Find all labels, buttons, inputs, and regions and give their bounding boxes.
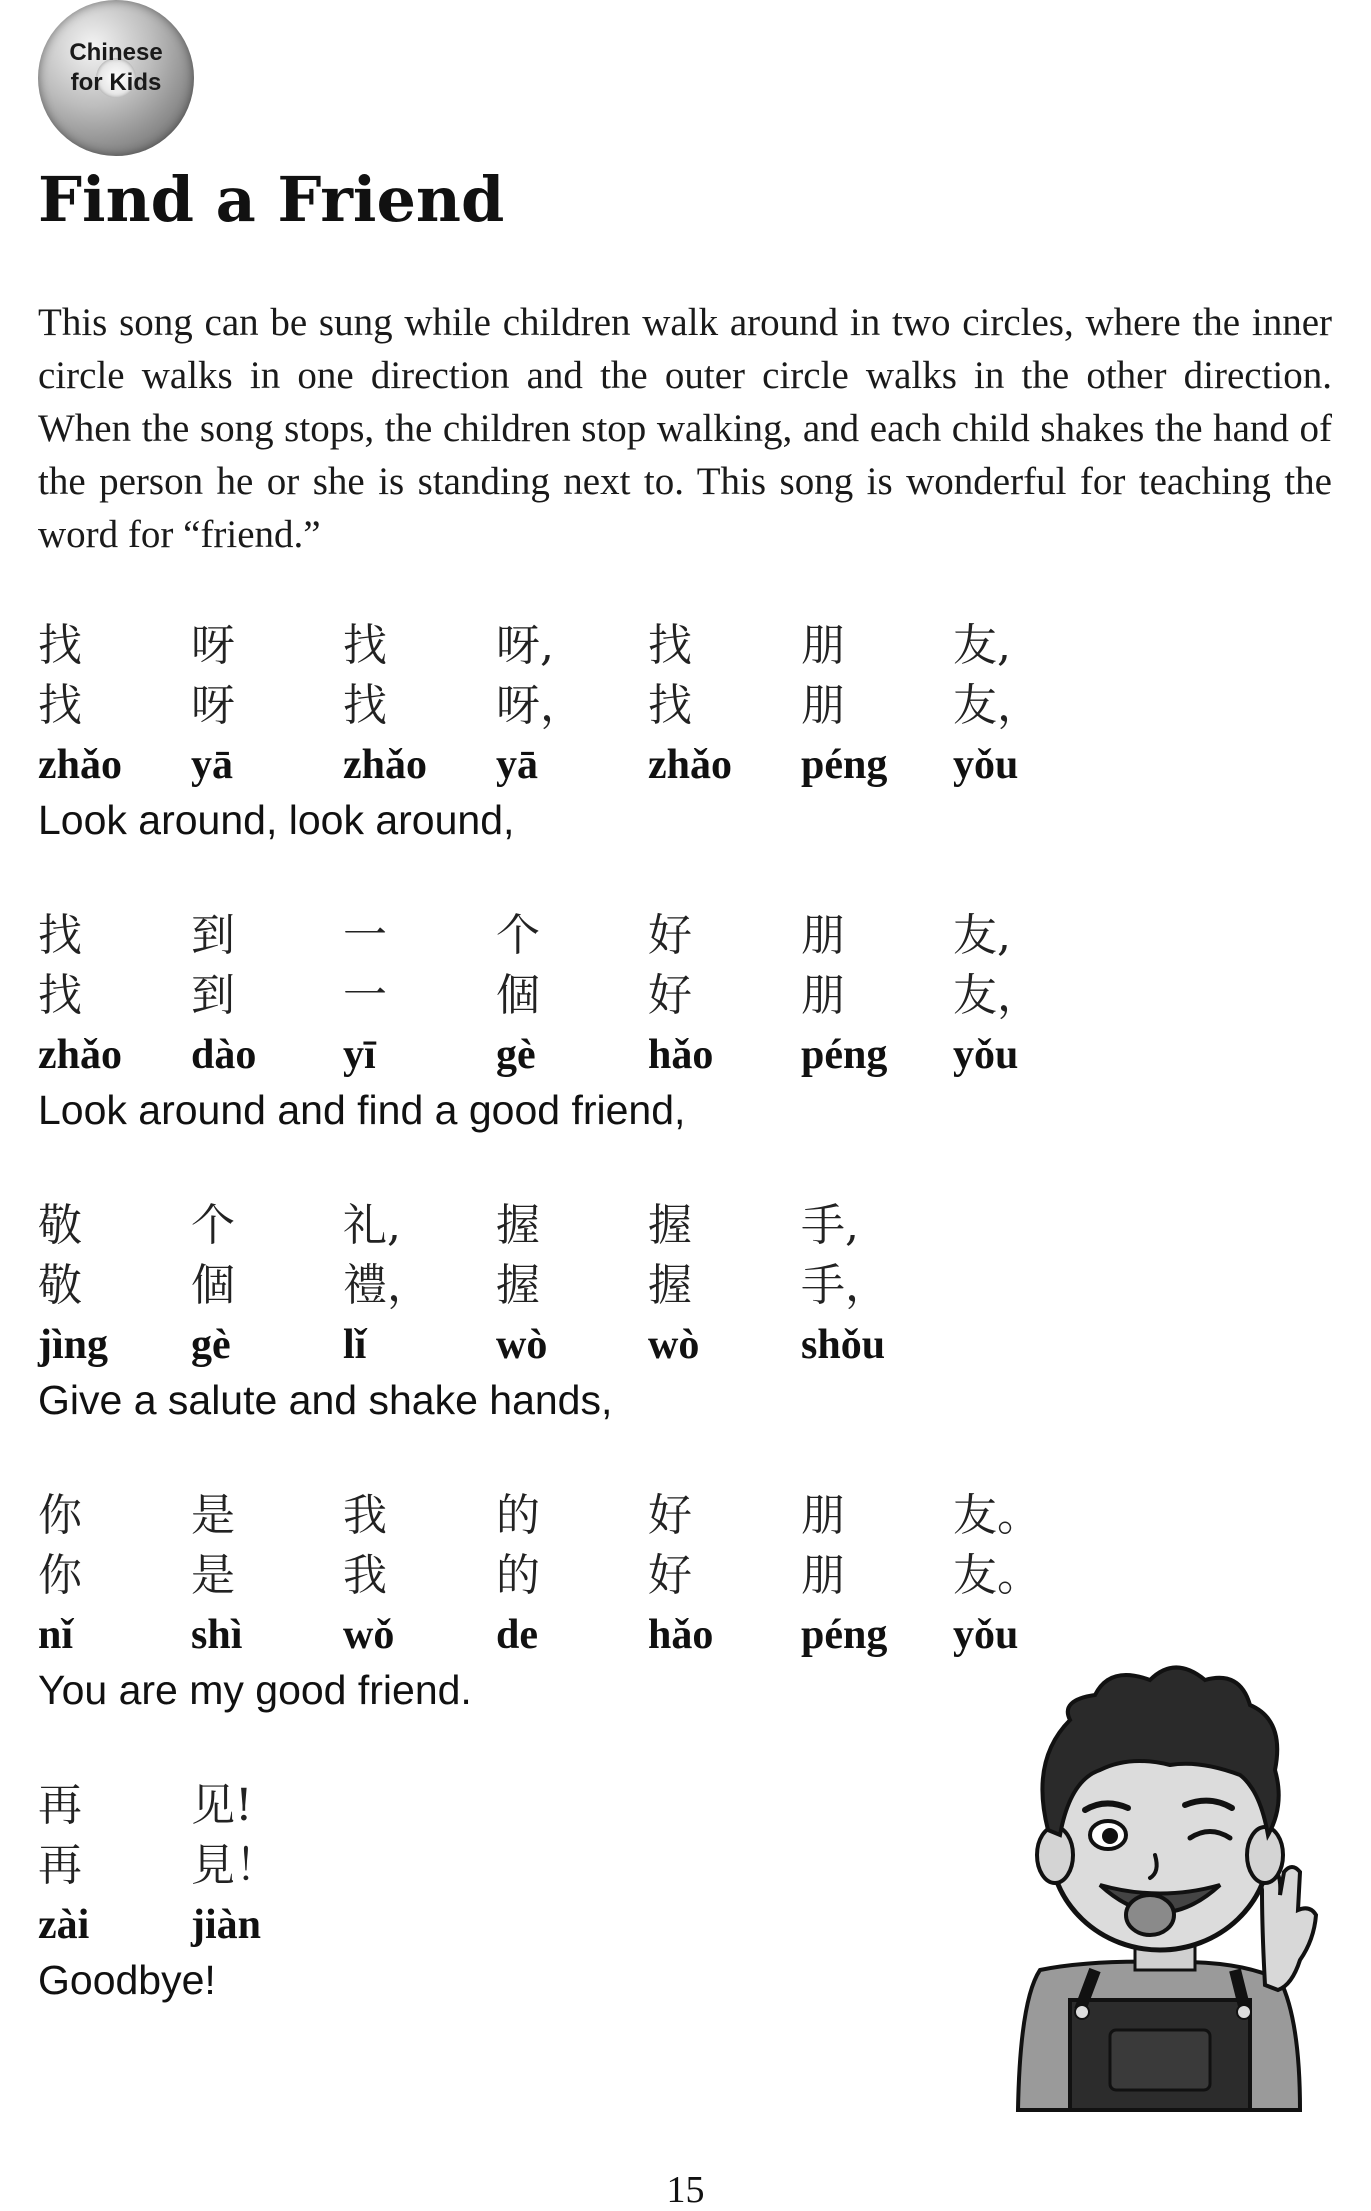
traditional-word: 你 — [38, 1550, 82, 1601]
traditional-word: 朋 — [801, 970, 845, 1021]
simplified-row — [38, 1486, 1098, 1546]
simplified-word: 你 — [38, 1490, 82, 1541]
pinyin-word: wò — [496, 1322, 548, 1368]
traditional-word: 再 — [38, 1840, 82, 1891]
traditional-word: 朋 — [801, 680, 845, 731]
traditional-word: 好 — [648, 1550, 692, 1601]
traditional-row — [38, 966, 1098, 1026]
pinyin-word: zhǎo — [38, 742, 122, 788]
pinyin-word: de — [496, 1612, 538, 1658]
pinyin-row — [38, 1316, 1098, 1374]
traditional-word: 我 — [343, 1550, 387, 1601]
simplified-row — [38, 1776, 1098, 1836]
simplified-word: 朋 — [801, 910, 845, 961]
traditional-row — [38, 1546, 1098, 1606]
stanza — [38, 1196, 1098, 1426]
pinyin-word: yā — [496, 742, 538, 788]
traditional-word: 找 — [648, 680, 692, 731]
simplified-word: 找 — [38, 620, 82, 671]
pinyin-word: nǐ — [38, 1612, 74, 1658]
pinyin-word: jìng — [38, 1322, 109, 1368]
traditional-word: 呀， — [496, 680, 584, 731]
pinyin-word: yǒu — [953, 1032, 1019, 1078]
pinyin-word: gè — [496, 1032, 536, 1078]
simplified-word: 好 — [648, 910, 692, 961]
english-translation — [38, 794, 1098, 846]
traditional-word: 握 — [648, 1260, 692, 1311]
badge-label — [38, 38, 194, 98]
pinyin-word: yī — [343, 1032, 376, 1078]
pinyin-word: péng — [801, 1612, 888, 1658]
english-translation — [38, 1084, 1098, 1136]
pinyin-word: jiàn — [191, 1902, 262, 1948]
english-line: Look around, look around, — [38, 797, 515, 843]
simplified-word: 朋 — [801, 620, 845, 671]
traditional-word: 的 — [496, 1550, 540, 1601]
simplified-word: 的 — [496, 1490, 540, 1541]
traditional-word: 呀 — [191, 680, 235, 731]
traditional-word: 朋 — [801, 1550, 845, 1601]
traditional-word: 友， — [953, 680, 1041, 731]
pinyin-row — [38, 1896, 1098, 1954]
intro-paragraph: This song can be sung while children walk around in two circles, where the inner circle walks in one direction and the outer circle walks in the other direction. When the song stops, the children stop walking, and each child shakes the hand of the person he or she is standing next to. This song is wonderful for teaching the word for “friend.” — [38, 301, 1332, 556]
pinyin-word: zài — [38, 1902, 90, 1948]
pinyin-word: péng — [801, 1032, 888, 1078]
stanza — [38, 1776, 1098, 2006]
badge-line-1: Chinese — [69, 39, 163, 66]
pinyin-word: gè — [191, 1322, 231, 1368]
traditional-word: 友。 — [953, 1550, 1041, 1601]
stanza — [38, 906, 1098, 1136]
simplified-word: 手, — [801, 1200, 859, 1251]
traditional-word: 見！ — [191, 1840, 279, 1891]
simplified-word: 再 — [38, 1780, 82, 1831]
simplified-word: 好 — [648, 1490, 692, 1541]
chinese-for-kids-badge — [38, 0, 194, 156]
traditional-word: 個 — [191, 1260, 235, 1311]
page-number: 15 — [666, 2169, 705, 2211]
simplified-word: 一 — [343, 910, 387, 961]
english-line: Look around and find a good friend, — [38, 1087, 686, 1133]
english-translation — [38, 1664, 1098, 1716]
pinyin-word: shǒu — [801, 1322, 886, 1368]
pinyin-word: zhǎo — [38, 1032, 122, 1078]
english-translation — [38, 1374, 1098, 1426]
english-line: Goodbye! — [38, 1957, 216, 2003]
stanza — [38, 616, 1098, 846]
simplified-word: 见! — [191, 1780, 253, 1831]
pinyin-row — [38, 1606, 1098, 1664]
simplified-row — [38, 616, 1098, 676]
page-title: Find a Friend — [38, 163, 505, 236]
simplified-word: 到 — [191, 910, 235, 961]
simplified-word: 我 — [343, 1490, 387, 1541]
pinyin-word: hǎo — [648, 1612, 714, 1658]
traditional-word: 友， — [953, 970, 1041, 1021]
pinyin-word: yǒu — [953, 1612, 1019, 1658]
simplified-word: 是 — [191, 1490, 235, 1541]
simplified-word: 友。 — [953, 1490, 1041, 1541]
simplified-word: 握 — [496, 1200, 540, 1251]
traditional-row — [38, 1836, 1098, 1896]
pinyin-word: hǎo — [648, 1032, 714, 1078]
traditional-row — [38, 676, 1098, 736]
pinyin-row — [38, 736, 1098, 794]
traditional-word: 好 — [648, 970, 692, 1021]
english-line: You are my good friend. — [38, 1667, 472, 1713]
pinyin-word: wò — [648, 1322, 700, 1368]
simplified-word: 找 — [648, 620, 692, 671]
pinyin-word: yā — [191, 742, 233, 788]
traditional-word: 禮， — [343, 1260, 431, 1311]
simplified-word: 个 — [191, 1200, 235, 1251]
simplified-word: 个 — [496, 910, 540, 961]
pinyin-word: lǐ — [343, 1322, 367, 1368]
pinyin-word: wǒ — [343, 1612, 395, 1658]
simplified-word: 朋 — [801, 1490, 845, 1541]
traditional-word: 個 — [496, 970, 540, 1021]
simplified-word: 找 — [343, 620, 387, 671]
simplified-word: 友, — [953, 620, 1011, 671]
simplified-word: 礼, — [343, 1200, 401, 1251]
simplified-word: 呀 — [191, 620, 235, 671]
badge-line-2: for Kids — [70, 69, 162, 96]
stanza — [38, 1486, 1098, 1716]
traditional-word: 找 — [38, 680, 82, 731]
simplified-word: 友, — [953, 910, 1011, 961]
pinyin-word: yǒu — [953, 742, 1019, 788]
simplified-word: 找 — [38, 910, 82, 961]
simplified-row — [38, 906, 1098, 966]
simplified-row — [38, 1196, 1098, 1256]
pinyin-row — [38, 1026, 1098, 1084]
traditional-word: 到 — [191, 970, 235, 1021]
boy-waving-icon — [1000, 1640, 1330, 2130]
traditional-word: 是 — [191, 1550, 235, 1601]
pinyin-word: dào — [191, 1032, 257, 1078]
traditional-word: 敬 — [38, 1260, 82, 1311]
traditional-word: 找 — [38, 970, 82, 1021]
english-translation — [38, 1954, 1098, 2006]
traditional-word: 找 — [343, 680, 387, 731]
pinyin-word: péng — [801, 742, 888, 788]
pinyin-word: zhǎo — [343, 742, 427, 788]
traditional-word: 握 — [496, 1260, 540, 1311]
simplified-word: 呀, — [496, 620, 554, 671]
traditional-word: 一 — [343, 970, 387, 1021]
simplified-word: 敬 — [38, 1200, 82, 1251]
pinyin-word: zhǎo — [648, 742, 732, 788]
traditional-word: 手， — [801, 1260, 889, 1311]
simplified-word: 握 — [648, 1200, 692, 1251]
traditional-row — [38, 1256, 1098, 1316]
pinyin-word: shì — [191, 1612, 243, 1658]
english-line: Give a salute and shake hands, — [38, 1377, 613, 1423]
